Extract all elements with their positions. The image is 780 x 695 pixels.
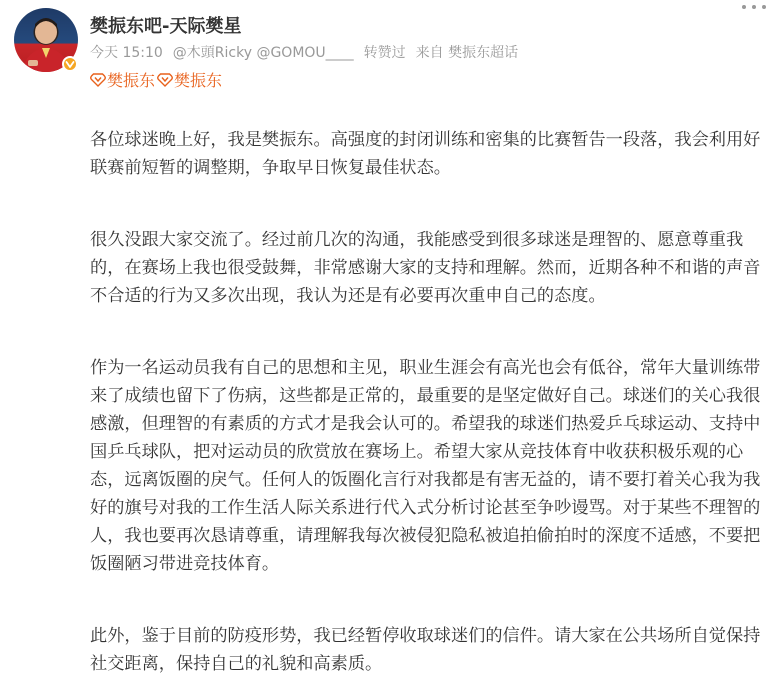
more-options-icon[interactable] (742, 2, 766, 12)
forwarder-list[interactable]: @木頭Ricky @GOMOU____ (172, 45, 354, 61)
verified-v-icon (65, 59, 75, 69)
post-paragraph: 各位球迷晚上好，我是樊振东。高强度的封闭训练和密集的比赛暂告一段落，我会利用好联赛前短暂的调整期，争取早日恢复最佳状态。 (90, 130, 761, 178)
author-name[interactable]: 樊振东吧-天际樊星 (90, 16, 242, 37)
supertopic-icon (157, 73, 173, 87)
post-paragraph: 很久没跟大家交流了。经过前几次的沟通，我能感受到很多球迷是理智的、愿意尊重我的，在赛场上我也很受鼓舞，非常感谢大家的支持和理解。然而，近期各种不和谐的声音不合适的行为又多次出现，我认为还是有必要再次重申自己的态度。 (90, 230, 761, 306)
post-paragraph: 作为一名运动员我有自己的思想和主见，职业生涯会有高光也会有低谷，常年大量训练带来了成绩也留下了伤病，这些都是正常的，最重要的是坚定做好自己。球迷们的关心我很感激，但理智的有素质的方式才是我会认可的。希望我的球迷们热爱乒乓球运动、支持中国乒乓球队，把对运动员的欣赏放在赛场上。希望大家从竞技体育中收获积极乐观的心态，远离饭圈的戾气。任何人的饭圈化言行对我都是有害无益的，请不要打着关心我为我好的旗号对我的工作生活人际关系进行代入式分析讨论甚至争吵谩骂。对于某些不理智的人，我也要再次恳请尊重，请理解我每次被侵犯隐私被追拍偷拍时的深度不适感，不要把饭圈陋习带进竞技体育。 (90, 358, 761, 574)
verified-badge (62, 56, 78, 72)
supertopic-icon (90, 73, 106, 87)
post-time[interactable]: 今天 15:10 (90, 45, 163, 61)
post-source[interactable]: 来自 樊振东超话 (415, 45, 519, 61)
author-avatar-container[interactable] (14, 8, 78, 72)
topic-tag[interactable] (157, 68, 222, 91)
like-forward-action: 转赞过 (363, 45, 406, 61)
post-content (90, 126, 770, 695)
topic-tags (90, 68, 222, 91)
topic-tag[interactable] (90, 68, 155, 91)
topic-tag-label: 樊振东 (174, 71, 223, 90)
post-paragraph: 此外，鉴于目前的防疫形势，我已经暂停收取球迷们的信件。请大家在公共场所自觉保持社交距离，保持自己的礼貌和高素质。 (90, 626, 761, 674)
topic-tag-label: 樊振东 (107, 71, 156, 90)
post-meta (90, 42, 528, 62)
